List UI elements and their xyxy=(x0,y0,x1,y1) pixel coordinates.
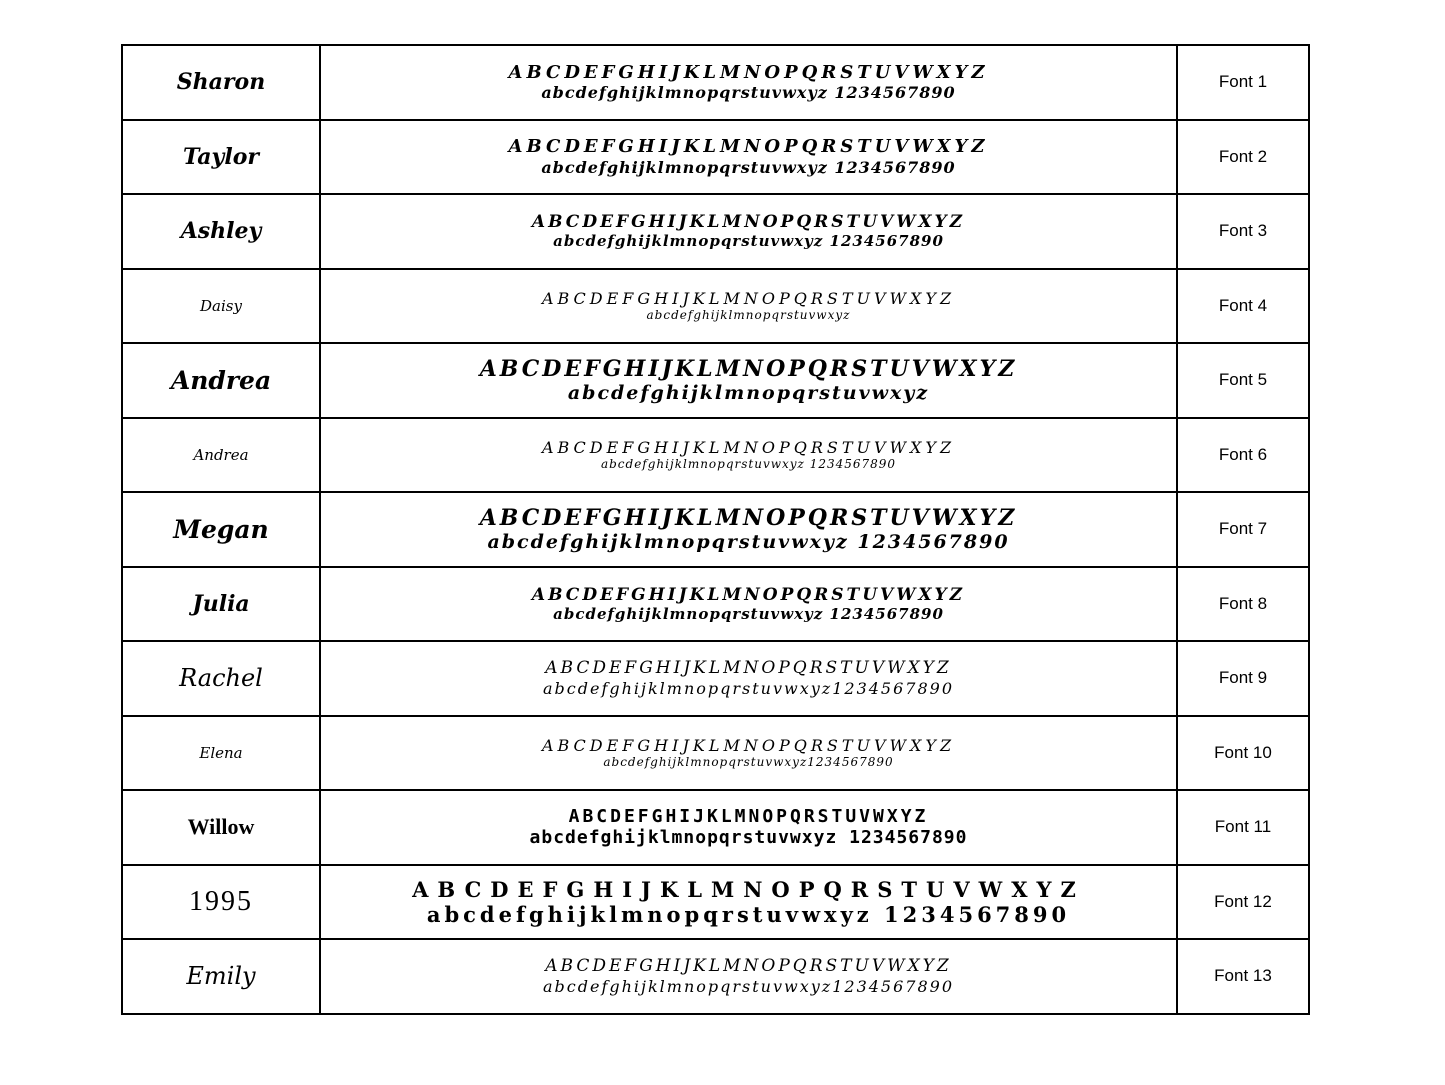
sample-name: Julia xyxy=(192,590,250,617)
sample-name-cell xyxy=(122,865,320,940)
alphabet-cell xyxy=(320,492,1177,567)
sample-name-cell xyxy=(122,45,320,120)
font-label: Font 8 xyxy=(1218,593,1268,613)
sample-name-cell xyxy=(122,194,320,269)
alphabet-sample xyxy=(321,877,1176,927)
sample-name-cell xyxy=(122,567,320,642)
uppercase-line: ABCDEFGHIJKLMNOPQRSTUVWXYZ xyxy=(545,956,952,977)
sample-name-cell xyxy=(122,939,320,1014)
font-row-4 xyxy=(122,269,1309,344)
uppercase-line: ABCDEFGHIJKLMNOPQRSTUVWXYZ xyxy=(541,437,956,457)
alphabet-cell xyxy=(320,343,1177,418)
font-label: Font 2 xyxy=(1218,146,1268,166)
font-label-cell xyxy=(1177,567,1309,642)
alphabet-cell xyxy=(320,865,1177,940)
font-label: Font 4 xyxy=(1218,295,1268,315)
sample-name-cell xyxy=(122,418,320,493)
font-label: Font 10 xyxy=(1214,742,1272,762)
sample-name: Elena xyxy=(199,744,243,763)
alphabet-cell xyxy=(320,194,1177,269)
alphabet-sample xyxy=(321,289,1176,323)
lowercase-line: abcdefghijklmnopqrstuvwxyz1234567890 xyxy=(542,678,955,698)
font-label-cell xyxy=(1177,939,1309,1014)
alphabet-cell xyxy=(320,716,1177,791)
lowercase-line: abcdefghijklmnopqrstuvwxyz xyxy=(567,382,930,405)
alphabet-sample xyxy=(321,136,1176,177)
lowercase-line: abcdefghijklmnopqrstuvwxyz1234567890 xyxy=(542,976,955,996)
sample-name: 1995 xyxy=(189,885,253,917)
font-label: Font 13 xyxy=(1214,966,1272,986)
font-label: Font 12 xyxy=(1214,891,1272,911)
alphabet-cell xyxy=(320,269,1177,344)
alphabet-sample xyxy=(321,62,1176,103)
font-label-cell xyxy=(1177,269,1309,344)
lowercase-line: abcdefghijklmnopqrstuvwxyz 1234567890 xyxy=(426,901,1071,927)
alphabet-sample xyxy=(321,806,1176,849)
sample-name: Sharon xyxy=(176,69,266,96)
font-row-7 xyxy=(122,492,1309,567)
sample-name: Taylor xyxy=(183,143,259,170)
alphabet-cell xyxy=(320,939,1177,1014)
sample-name-cell xyxy=(122,492,320,567)
font-row-3 xyxy=(122,194,1309,269)
uppercase-line: ABCDEFGHIJKLMNOPQRSTUVWXYZ xyxy=(531,212,966,233)
uppercase-line: ABCDEFGHIJKLMNOPQRSTUVWXYZ xyxy=(412,876,1085,902)
font-label-cell xyxy=(1177,45,1309,120)
uppercase-line: ABCDEFGHIJKLMNOPQRSTUVWXYZ xyxy=(541,735,956,755)
font-label: Font 6 xyxy=(1218,444,1268,464)
sample-name: Willow xyxy=(187,814,255,840)
font-label: Font 5 xyxy=(1218,370,1268,390)
font-row-5 xyxy=(122,343,1309,418)
font-row-12 xyxy=(122,865,1309,940)
font-label-cell xyxy=(1177,343,1309,418)
alphabet-cell xyxy=(320,418,1177,493)
font-label: Font 3 xyxy=(1218,221,1268,241)
font-label-cell xyxy=(1177,641,1309,716)
font-row-13 xyxy=(122,939,1309,1014)
sample-name-cell xyxy=(122,716,320,791)
font-row-2 xyxy=(122,120,1309,195)
lowercase-line: abcdefghijklmnopqrstuvwxyz 1234567890 xyxy=(529,827,968,849)
font-label: Font 7 xyxy=(1218,519,1268,539)
font-label-cell xyxy=(1177,418,1309,493)
sample-name: Emily xyxy=(186,962,256,991)
sample-name-cell xyxy=(122,269,320,344)
uppercase-line: ABCDEFGHIJKLMNOPQRSTUVWXYZ xyxy=(508,136,989,158)
alphabet-sample xyxy=(321,956,1176,996)
font-label-cell xyxy=(1177,716,1309,791)
sample-name: Andrea xyxy=(193,446,249,465)
font-row-6 xyxy=(122,418,1309,493)
font-row-11 xyxy=(122,790,1309,865)
alphabet-cell xyxy=(320,790,1177,865)
sample-name: Andrea xyxy=(170,365,272,395)
font-label-cell xyxy=(1177,194,1309,269)
sample-name-cell xyxy=(122,343,320,418)
alphabet-cell xyxy=(320,641,1177,716)
sample-name: Megan xyxy=(173,514,269,544)
alphabet-cell xyxy=(320,567,1177,642)
lowercase-line: abcdefghijklmnopqrstuvwxyz 1234567890 xyxy=(553,604,944,623)
sample-name-cell xyxy=(122,120,320,195)
uppercase-line: ABCDEFGHIJKLMNOPQRSTUVWXYZ xyxy=(479,355,1018,382)
font-label: Font 11 xyxy=(1214,817,1272,837)
uppercase-line: ABCDEFGHIJKLMNOPQRSTUVWXYZ xyxy=(531,584,966,605)
sample-name: Daisy xyxy=(200,297,242,316)
alphabet-cell xyxy=(320,120,1177,195)
uppercase-line: ABCDEFGHIJKLMNOPQRSTUVWXYZ xyxy=(568,805,929,827)
alphabet-sample xyxy=(321,212,1176,250)
font-label-cell xyxy=(1177,120,1309,195)
lowercase-line: abcdefghijklmnopqrstuvwxyz 1234567890 xyxy=(541,83,956,103)
alphabet-cell xyxy=(320,45,1177,120)
font-row-8 xyxy=(122,567,1309,642)
font-label-cell xyxy=(1177,865,1309,940)
alphabet-sample xyxy=(321,658,1176,698)
lowercase-line: abcdefghijklmnopqrstuvwxyz 1234567890 xyxy=(541,157,956,177)
sample-name-cell xyxy=(122,641,320,716)
lowercase-line: abcdefghijklmnopqrstuvwxyz1234567890 xyxy=(603,755,894,770)
uppercase-line: ABCDEFGHIJKLMNOPQRSTUVWXYZ xyxy=(541,288,956,308)
font-row-10 xyxy=(122,716,1309,791)
font-chart-table xyxy=(121,44,1310,1015)
uppercase-line: ABCDEFGHIJKLMNOPQRSTUVWXYZ xyxy=(545,658,952,679)
font-label: Font 1 xyxy=(1218,72,1268,92)
alphabet-sample xyxy=(321,505,1176,554)
font-row-1 xyxy=(122,45,1309,120)
alphabet-sample xyxy=(321,585,1176,623)
alphabet-sample xyxy=(321,438,1176,472)
lowercase-line: abcdefghijklmnopqrstuvwxyz 1234567890 xyxy=(553,232,944,251)
uppercase-line: ABCDEFGHIJKLMNOPQRSTUVWXYZ xyxy=(479,504,1018,531)
lowercase-line: abcdefghijklmnopqrstuvwxyz 1234567890 xyxy=(487,531,1010,554)
sample-name: Ashley xyxy=(180,218,262,245)
alphabet-sample xyxy=(321,736,1176,770)
font-label-cell xyxy=(1177,790,1309,865)
alphabet-sample xyxy=(321,356,1176,405)
font-row-9 xyxy=(122,641,1309,716)
sample-name: Rachel xyxy=(179,664,263,693)
font-label-cell xyxy=(1177,492,1309,567)
uppercase-line: ABCDEFGHIJKLMNOPQRSTUVWXYZ xyxy=(508,61,989,83)
lowercase-line: abcdefghijklmnopqrstuvwxyz 1234567890 xyxy=(600,457,897,472)
lowercase-line: abcdefghijklmnopqrstuvwxyz xyxy=(646,308,851,323)
sample-name-cell xyxy=(122,790,320,865)
font-label: Font 9 xyxy=(1218,668,1268,688)
